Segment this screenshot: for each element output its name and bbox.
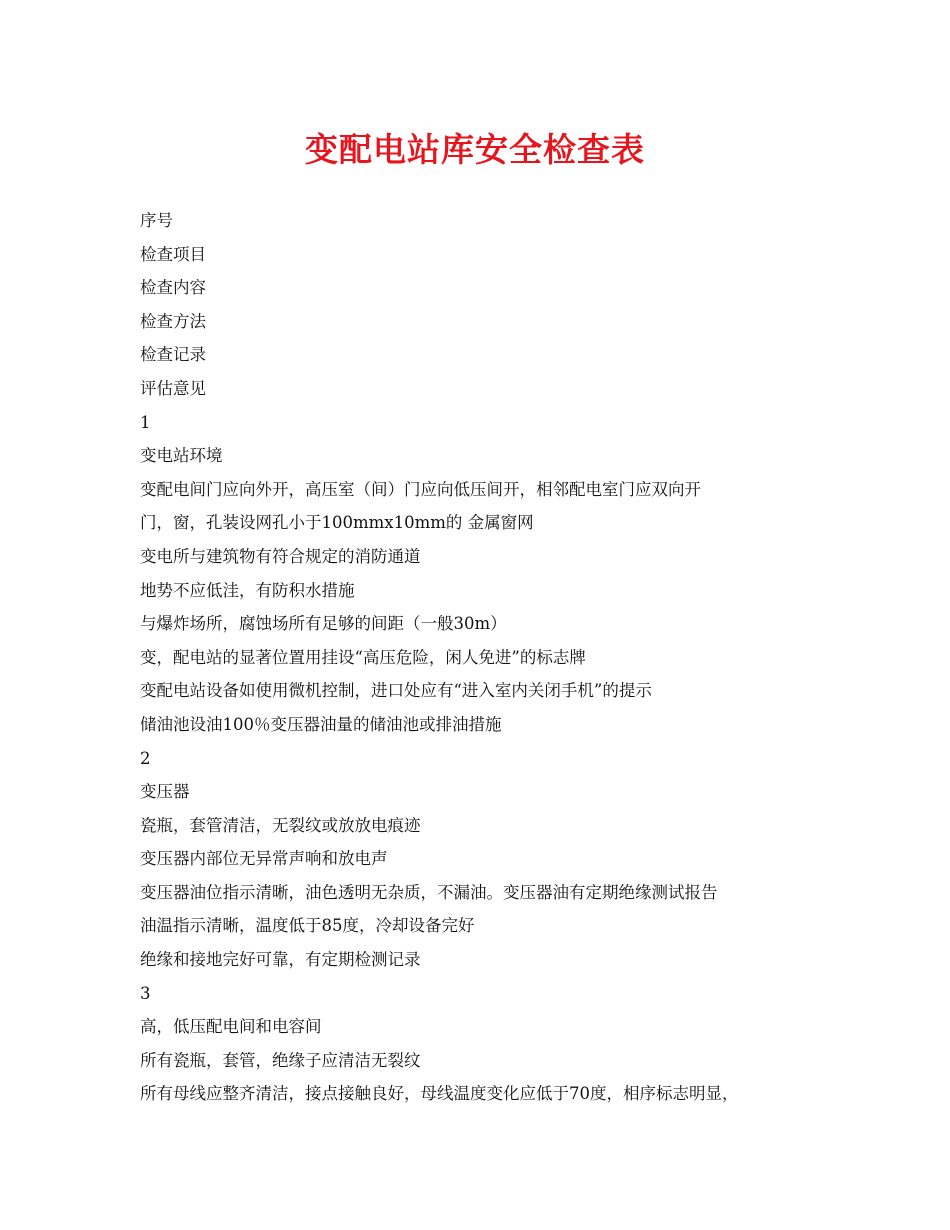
section-number: 3 [140, 983, 151, 1003]
body-line: 检查内容 [140, 278, 206, 298]
body-line: 变配电站设备如使用微机控制，进口处应有“进入室内关闭手机”的提示 [140, 681, 652, 701]
body-line: 检查方法 [140, 311, 206, 331]
body-line: 所有瓷瓶，套管，绝缘子应清洁无裂纹 [140, 1050, 421, 1070]
body-line: 序号 [140, 211, 173, 230]
body-line: 变压器内部位无异常声响和放电声 [140, 849, 388, 869]
body-line: 检查项目 [140, 244, 206, 264]
body-line: 地势不应低洼，有防积水措施 [140, 580, 355, 600]
body-line: 与爆炸场所，腐蚀场所有足够的间距（一般30m） [140, 614, 507, 634]
body-line: 绝缘和接地完好可靠，有定期检测记录 [140, 950, 421, 970]
body-line: 油温指示清晰，温度低于85度，冷却设备完好 [140, 916, 475, 936]
body-line: 变，配电站的显著位置用挂设“高压危险，闲人免进”的标志牌 [140, 647, 586, 667]
section-heading: 变电站环境 [140, 446, 223, 466]
body-line: 变压器油位指示清晰，油色透明无杂质，不漏油。变压器油有定期绝缘测试报告 [140, 882, 718, 902]
section-heading: 变压器 [140, 782, 190, 802]
body-line: 储油池设油100％变压器油量的储油池或排油措施 [140, 714, 502, 734]
body-line: 瓷瓶，套管清洁，无裂纹或放放电痕迹 [140, 815, 421, 835]
document-title: 变配电站库安全检查表 [305, 130, 645, 169]
body-line: 变电所与建筑物有符合规定的消防通道 [140, 546, 421, 566]
section-number: 1 [140, 412, 151, 432]
section-heading: 高，低压配电间和电容间 [140, 1017, 322, 1037]
section-number: 2 [140, 748, 151, 768]
body-line: 门，窗，孔装设网孔小于100mmx10mm的 金属窗网 [140, 513, 534, 533]
body-line: 检查记录 [140, 345, 206, 365]
body-line: 所有母线应整齐清洁，接点接触良好，母线温度变化应低于70度，相序标志明显， [140, 1084, 739, 1104]
document-body [140, 204, 840, 1111]
body-line: 变配电间门应向外开，高压室（间）门应向低压间开，相邻配电室门应双向开 [140, 479, 701, 499]
body-line: 评估意见 [140, 378, 206, 398]
